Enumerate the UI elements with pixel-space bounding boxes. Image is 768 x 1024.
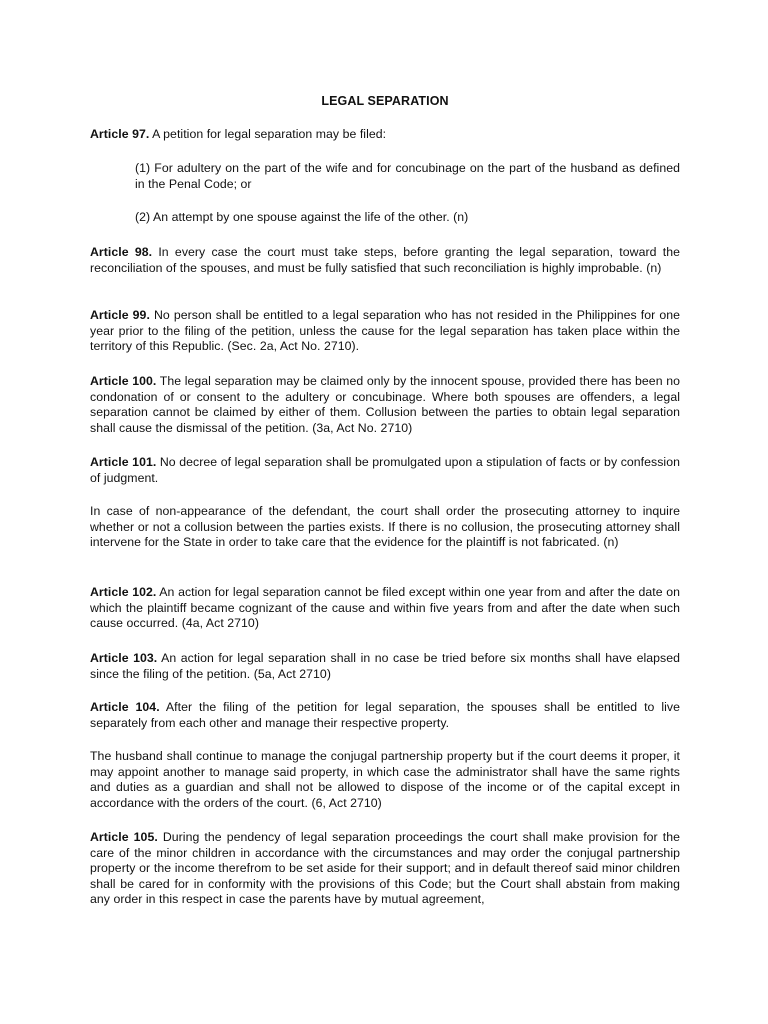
article-99-text: No person shall be entitled to a legal separation who has not resided in the Philippines for one year prior to the filing of the petition, unless the cause for the legal separation has taken place within the territory of this Republic. (Sec. 2a, Act No. 2710). [90,308,680,354]
article-97-item-1 [135,161,680,192]
article-104-heading: Article 104. [90,700,160,714]
article-104-continuation [90,749,680,811]
article-103-paragraph [90,651,680,682]
article-103-heading: Article 103. [90,651,158,665]
article-97-text: A petition for legal separation may be filed: [149,127,387,141]
article-97-item-2 [135,210,680,226]
article-98-text: In every case the court must take steps, before granting the legal separation, toward the reconciliation of the spouses, and must be fully satisfied that such reconciliation is highly improbable. (n) [90,245,680,275]
article-97-item-1-text: (1) For adultery on the part of the wife and for concubinage on the part of the husband as defined in the Penal Code; or [135,161,680,191]
article-97-paragraph [90,127,680,143]
article-103-text: An action for legal separation shall in no case be tried before six months shall have elapsed since the filing of the petition. (5a, Act 2710) [90,651,680,681]
article-101-paragraph [90,455,680,486]
article-97-item-2-text: (2) An attempt by one spouse against the life of the other. (n) [135,210,469,224]
article-101-continuation-text: In case of non-appearance of the defendant, the court shall order the prosecuting attorney to inquire whether or not a collusion between the parties exists. If there is no collusion, the prosecuting attorney shall intervene for the State in order to take care that the evidence for the plaintiff is not fabricated. (n) [90,504,680,550]
article-98-heading: Article 98. [90,245,153,259]
article-102-paragraph [90,585,680,632]
article-101-text: No decree of legal separation shall be promulgated upon a stipulation of facts or by confession of judgment. [90,455,680,485]
article-102-text: An action for legal separation cannot be filed except within one year from and after the date on which the plaintiff became cognizant of the cause and within five years from and after the date when such cause occurred. (4a, Act 2710) [90,585,680,631]
article-101-continuation [90,504,680,551]
document-title: LEGAL SEPARATION [321,94,449,108]
article-100-text: The legal separation may be claimed only by the innocent spouse, provided there has been no condonation of or consent to the adultery or concubinage. Where both spouses are offenders, a legal separation cannot be claimed by either of them. Collusion between the parties to obtain legal separation shall cause the dismissal of the petition. (3a, Act No. 2710) [90,374,680,435]
article-100-paragraph [90,374,680,436]
article-99-heading: Article 99. [90,308,150,322]
article-104-continuation-text: The husband shall continue to manage the conjugal partnership property but if the court deems it proper, it may appoint another to manage said property, in which case the administrator shall have the same rights and duties as a guardian and shall not be allowed to dispose of the income or of the capital except in accordance with the orders of the court. (6, Act 2710) [90,749,680,810]
article-105-text: During the pendency of legal separation proceedings the court shall make provision for the care of the minor children in accordance with the circumstances and may order the conjugal partnership property or the income therefrom to be set aside for their support; and in default thereof said minor children shall be cared for in conformity with the provisions of this Code; but the Court shall abstain from making any order in this respect in case the parents have by mutual agreement, [90,830,680,907]
article-104-paragraph [90,700,680,731]
article-105-paragraph [90,830,680,908]
article-100-heading: Article 100. [90,374,157,388]
article-101-heading: Article 101. [90,455,157,469]
article-102-heading: Article 102. [90,585,157,599]
article-104-text: After the filing of the petition for legal separation, the spouses shall be entitled to live separately from each other and manage their respective property. [90,700,680,730]
article-99-paragraph [90,308,680,355]
article-98-paragraph [90,245,680,276]
article-105-heading: Article 105. [90,830,158,844]
article-97-heading: Article 97. [90,127,150,141]
